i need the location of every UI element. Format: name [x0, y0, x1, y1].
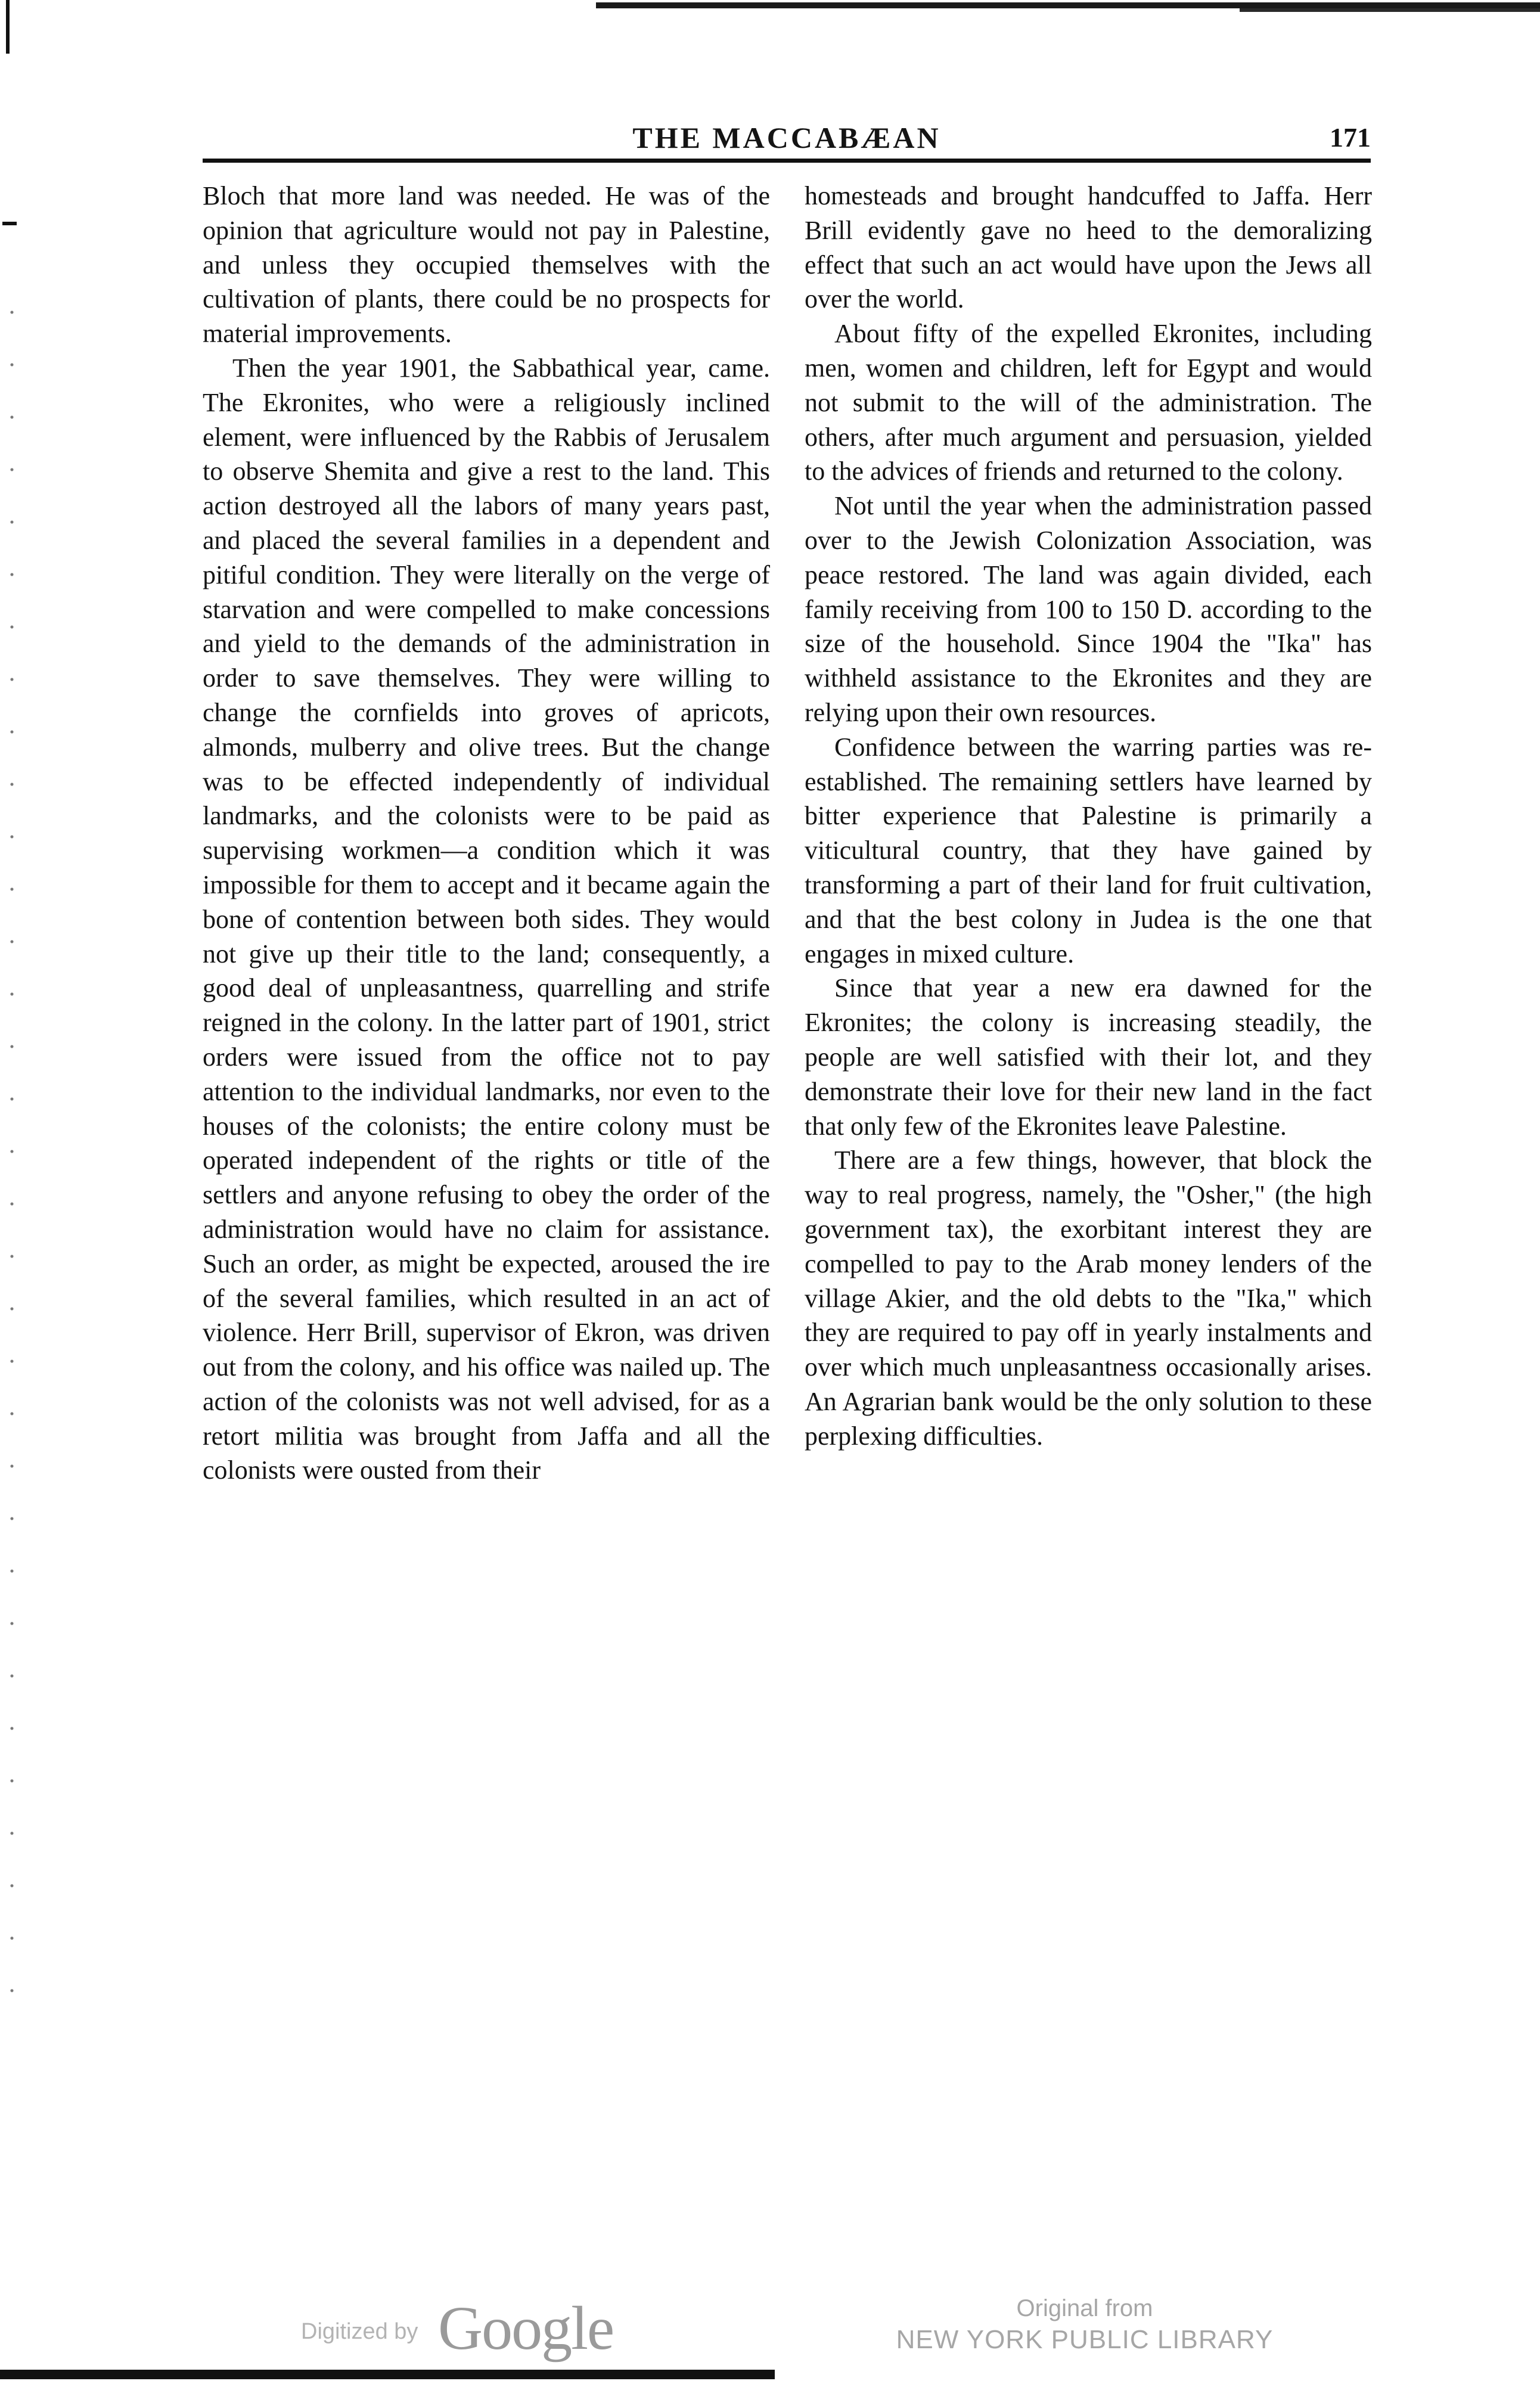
original-from-watermark — [894, 2293, 1275, 2357]
paragraph: Not until the year when the administration passed over to the Jewish Colonization Association, was peace restored. The land was again divided, each family receiving from 100 to 150 D. according to the size of the household. Since 1904 the "Ika" has withheld assistance to the Ekronites and they are relying upon their own resources. — [805, 491, 1372, 727]
paragraph: Since that year a new era dawned for the Ekronites; the colony is increasing steadily, the people are well satisfied with their lot, and they demonstrate their love for their new land in the fact that only few of the Ekronites leave Palestine. — [805, 973, 1372, 1141]
left-column — [203, 179, 770, 1488]
paragraph: Then the year 1901, the Sabbathical year, came. The Ekronites, who were a religiously inclined element, were influenced by the Rabbis of Jerusalem to observe Shemita and give a rest to the land. This action destroyed all the labors of many years past, and placed the several families in a dependent and pitiful condition. They were literally on the verge of starvation and were compelled to make concessions and yield to the demands of the administration in order to save themselves. They were willing to change the cornfields into groves of apricots, almonds, mulberry and olive trees. But the change was to be effected independently of individual landmarks, and the colonists were to be paid as supervising workmen—a condition which it was impossible for them to accept and it became again the bone of contention between both sides. They would not give up their title to the land; consequently, a good deal of unpleasantness, quarrelling and strife reigned in the colony. In the latter part of 1901, strict orders were issued from the office not to pay attention to the individual landmarks, nor even to the houses of the colonists; the entire colony must be operated independent of the rights or title of the settlers and anyone refusing to obey the order of the administration would have no claim for assistance. Such an order, as might be expected, aroused the ire of the several families, which resulted in an act of violence. Herr Brill, supervisor of Ekron, was driven out from the colony, and his office was nailed up. The action of the colonists was not well advised, for as a retort militia was brought from Jaffa and all the colonists were ousted from their — [203, 353, 770, 1485]
google-logo: Google — [438, 2294, 614, 2363]
scan-bottom-edge — [0, 2366, 1540, 2384]
header-rule — [203, 159, 1371, 163]
paragraph: There are a few things, however, that block the way to real progress, namely, the "Osher," (the high government tax), the exorbitant interest they are compelled to pay to the Arab money lenders of the village Akier, and the old debts to the "Ika," which they are required to pay off in yearly instalments and over which much unpleasantness occasionally arises. An Agrarian bank would be the only solution to these perplexing difficulties. — [805, 1146, 1372, 1451]
running-head — [203, 117, 1371, 154]
page-number: 171 — [1330, 122, 1371, 153]
scan-binding-tick — [2, 222, 17, 225]
paragraph: homesteads and brought handcuffed to Jaffa. Herr Brill evidently gave no heed to the demoralizing effect that such an act would have upon the Jews all over the world. — [805, 181, 1372, 314]
scan-edge-bar — [0, 2370, 775, 2379]
paragraph: About fifty of the expelled Ekronites, including men, women and children, left for Egypt and would not submit to the will of the administration. The others, after much argument and persuasion, yielded to the advices of friends and returned to the colony. — [805, 319, 1372, 486]
paragraph: Bloch that more land was needed. He was of the opinion that agriculture would not pay in Palestine, and unless they occupied themselves with the cultivation of plants, there could be no prospects for material improvements. — [203, 181, 770, 349]
scan-binding-mark — [6, 0, 10, 54]
scan-top-edge — [0, 0, 1540, 14]
original-from-label: Original from — [1016, 2295, 1153, 2321]
digitized-by-label: Digitized by — [301, 2319, 418, 2344]
paragraph: Confidence between the warring parties was re-established. The remaining settlers have learned by bitter experience that Palestine is primarily a viticultural country, that they have gained by transforming a part of their land for fruit cultivation, and that the best colony in Judea is the one that engages in mixed culture. — [805, 732, 1372, 968]
scan-edge-bar — [596, 2, 1540, 8]
right-column — [805, 179, 1372, 1453]
scan-edge-bar — [1240, 8, 1540, 12]
running-title: THE MACCABÆAN — [632, 121, 941, 154]
scan-edge-specks — [5, 286, 19, 2014]
library-name: NEW YORK PUBLIC LIBRARY — [896, 2325, 1274, 2354]
